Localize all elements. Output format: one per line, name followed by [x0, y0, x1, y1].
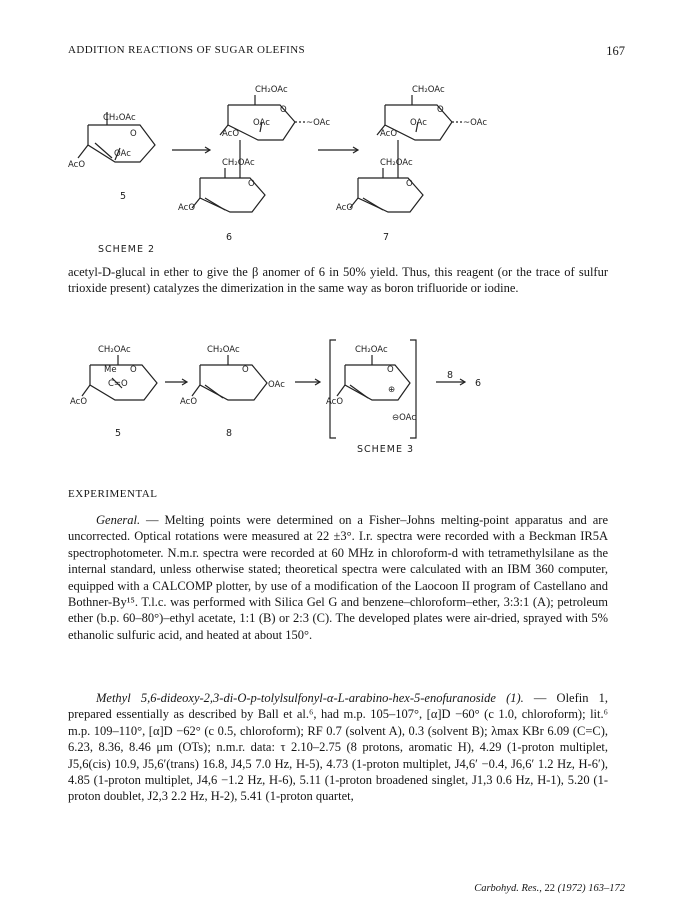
cation-symbol: ⊕	[388, 385, 396, 395]
ring-8	[200, 365, 267, 400]
section-heading: EXPERIMENTAL	[68, 488, 158, 500]
label-ch2oac: CH₂OAc	[412, 85, 445, 95]
label-oac: OAc	[114, 149, 131, 159]
label-me: Me	[104, 365, 117, 375]
journal-year-pages: (1972) 163–172	[557, 883, 625, 894]
label-o: O	[130, 365, 137, 375]
label-o: O	[130, 129, 137, 139]
label-aco: AcO	[180, 397, 198, 407]
label-o: O	[406, 179, 413, 189]
bracket-left	[330, 340, 336, 438]
compound-1-title: Methyl 5,6-dideoxy-2,3-di-O-p-tolylsulfonyl-α-L-arabino-hex-5-enofuranoside (1).	[96, 691, 524, 705]
label-oac-tail: OAc	[268, 380, 285, 390]
label-aco: AcO	[222, 129, 240, 139]
label-oac: OAc	[253, 118, 270, 128]
general-paragraph	[68, 512, 608, 643]
label-o: O	[387, 365, 394, 375]
scheme-2	[0, 80, 677, 260]
label-o: O	[248, 179, 255, 189]
label-co: C=O	[108, 379, 128, 389]
journal-volume: 22	[544, 883, 555, 894]
paragraph-1: acetyl-D-glucal in ether to give the β anomer of 6 in 50% yield. Thus, this reagent (or the trace of sulfur trioxide present) catalyzes the dimerization in the same way as boron trifluoride or iodine.	[68, 265, 608, 296]
ring-6-lower	[200, 178, 265, 212]
label-oac-tail: ~OAc	[306, 118, 331, 128]
compound-number: 7	[383, 232, 390, 243]
general-title: General.	[96, 513, 141, 527]
label-ch2oac: CH₂OAc	[222, 158, 255, 168]
label-o: O	[242, 365, 249, 375]
arrow-reagent-label: 8	[447, 370, 454, 381]
compound-number: 5	[120, 191, 127, 202]
compound-number: 5	[115, 428, 122, 439]
compound-number: 8	[226, 428, 233, 439]
general-text: — Melting points were determined on a Fisher–Johns melting-point apparatus and are uncorrected. Optical rotations were measured at 22 ±3°. I.r. spectra were recorded with a Beckman IR5A spectrophotometer. N.m.r. spectra were recorded at 60 MHz in chloroform-d with tetramethylsilane as the internal standard, unless otherwise stated; theoretical spectra were calculated with an IBM 360 computer, equipped with a CALCOMP plotter, by use of a modification of the Laocoon II program of Castellano and Bothner-By¹⁵. T.l.c. was performed with Silica Gel G and benzene–chloroform–ether, 3:3:1 (A); petroleum ether (b.p. 60–80°)–ethyl acetate, 1:1 (B) or 2:3 (C). The developed plates were air-dried, sprayed with 5% ethanolic sulfuric acid, and heated at about 150°.	[68, 513, 608, 642]
journal-name: Carbohyd. Res.,	[474, 883, 542, 894]
label-aco: AcO	[336, 203, 354, 213]
compound-1-paragraph	[68, 690, 608, 805]
label-aco: AcO	[68, 160, 86, 170]
label-o: O	[437, 105, 444, 115]
label-aco: AcO	[70, 397, 88, 407]
compound-number: 6	[226, 232, 233, 243]
ring-7-lower	[358, 178, 423, 212]
running-title: ADDITION REACTIONS OF SUGAR OLEFINS	[68, 44, 306, 56]
ring-cation	[345, 365, 410, 400]
label-oac: OAc	[410, 118, 427, 128]
label-ch2oac: CH₂OAc	[103, 113, 136, 123]
page-number: 167	[606, 44, 625, 58]
label-ch2oac: CH₂OAc	[355, 345, 388, 355]
journal-footer	[474, 883, 625, 894]
label-ch2oac: CH₂OAc	[255, 85, 288, 95]
compound-1-text: — Olefin 1, prepared essentially as described by Ball et al.⁶, had m.p. 105–107°, [α]D −60° (c 1.0, chloroform); lit.⁶ m.p. 109–110°, [α]D −62° (c 0.5, chloroform); RF 0.7 (solvent A), 0.3 (solvent B); λmax KBr 6.09 (C=C), 6.23, 8.36, 8.46 μm (OTs); n.m.r. data: τ 2.10–2.75 (8 protons, aromatic H), 4.29 (1-proton multiplet, J5,6(cis) 10.9, J5,6′(trans) 16.8, J4,5 7.0 Hz, H-5), 4.73 (1-proton multiplet, J4,6′ −0.4, J6,6′ 1.2 Hz, H-6′), 4.85 (1-proton multiplet, J4,6 −1.2 Hz, H-6), 5.11 (1-proton broadened singlet, J1,3 0.6 Hz, H-1), 5.20 (1-proton doublet, J2,3 2.2 Hz, H-2), 5.41 (1-proton quartet,	[68, 691, 608, 804]
bracket-right	[410, 340, 416, 438]
label-aco: AcO	[326, 397, 344, 407]
label-oac-anion: ⊖OAc	[392, 413, 417, 423]
scheme-3-label: SCHEME 3	[357, 444, 415, 455]
label-o: O	[280, 105, 287, 115]
label-ch2oac: CH₂OAc	[98, 345, 131, 355]
product-number: 6	[475, 378, 482, 389]
label-aco: AcO	[178, 203, 196, 213]
label-aco: AcO	[380, 129, 398, 139]
scheme-2-label: SCHEME 2	[98, 244, 156, 255]
label-ch2oac: CH₂OAc	[207, 345, 240, 355]
label-oac-tail: ~OAc	[463, 118, 488, 128]
scheme-3	[0, 330, 677, 460]
label-ch2oac: CH₂OAc	[380, 158, 413, 168]
